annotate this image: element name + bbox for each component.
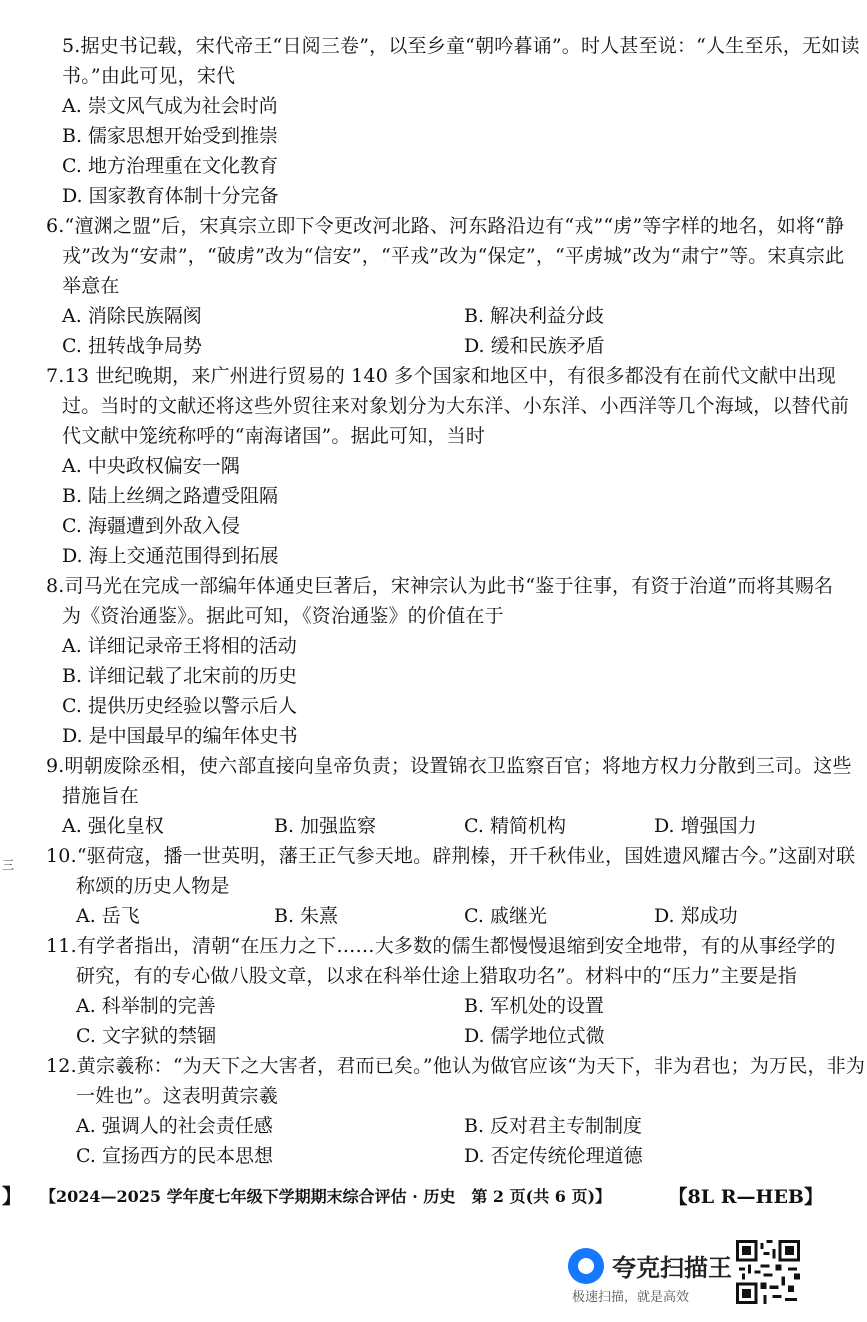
q6-option-d: D. 缓和民族矛盾: [464, 335, 605, 357]
footer-left-mark: 】: [2, 1184, 22, 1208]
q5-option-a: A. 崇文风气成为社会时尚: [62, 95, 278, 117]
q6-stem-line3: 举意在: [62, 275, 120, 297]
scanner-brand-name: 夸克扫描王: [612, 1254, 732, 1282]
q6-option-b: B. 解决利益分歧: [464, 305, 605, 327]
q9-option-d: D. 增强国力: [654, 815, 757, 837]
q8-option-d: D. 是中国最早的编年体史书: [62, 725, 298, 747]
q10-option-d: D. 郑成功: [654, 905, 738, 927]
q7-option-b: B. 陆上丝绸之路遭受阻隔: [62, 485, 279, 507]
q8-option-c: C. 提供历史经验以警示后人: [62, 695, 297, 717]
margin-mark: 三: [2, 858, 15, 872]
q12-option-b: B. 反对君主专制制度: [464, 1115, 643, 1137]
q12-option-a: A. 强调人的社会责任感: [76, 1115, 273, 1137]
q8-stem-line1: 8.司马光在完成一部编年体通史巨著后，宋神宗认为此书“鉴于往事，有资于治道”而将其赐名: [46, 575, 834, 597]
q12-stem-line2: 一姓也”。这表明黄宗羲: [76, 1085, 278, 1107]
q10-option-c: C. 戚继光: [464, 905, 547, 927]
q9-stem-line2: 措施旨在: [62, 785, 139, 807]
q11-option-c: C. 文字狱的禁锢: [76, 1025, 216, 1047]
q6-stem-line2: 戎”改为“安肃”，“破虏”改为“信安”，“平戎”改为“保定”，“平虏城”改为“肃宁”等。宋真宗此: [62, 245, 845, 267]
q7-option-a: A. 中央政权偏安一隅: [62, 455, 240, 477]
q9-option-a: A. 强化皇权: [62, 815, 164, 837]
q7-option-c: C. 海疆遭到外敌入侵: [62, 515, 240, 537]
q9-option-b: B. 加强监察: [274, 815, 377, 837]
q7-stem-line1: 7.13 世纪晚期，来广州进行贸易的 140 多个国家和地区中，有很多都没有在前代文献中出现: [46, 365, 836, 387]
q5-stem-line1: 5.据史书记载，宋代帝王“日阅三卷”，以至乡童“朝吟暮诵”。时人甚至说：“人生至乐，无如读: [62, 35, 860, 57]
footer-page-info: 【2024—2025 学年度七年级下学期期末综合评估 · 历史 第 2 页(共 6 页)】: [40, 1187, 612, 1206]
q10-stem-line1: 10.“驱荷寇，播一世英明，藩王正气参天地。辟荆榛，开千秋伟业，国姓遗风耀古今。”这副对联: [46, 845, 856, 867]
q5-option-d: D. 国家教育体制十分完备: [62, 185, 279, 207]
scanner-brand-slogan: 极速扫描，就是高效: [572, 1290, 690, 1305]
q5-stem-line2: 书。”由此可见，宋代: [62, 65, 236, 87]
q11-option-b: B. 军机处的设置: [464, 995, 605, 1017]
q8-stem-line2: 为《资治通鉴》。据此可知，《资治通鉴》的价值在于: [62, 605, 504, 627]
q11-stem-line2: 研究，有的专心做八股文章，以求在科举仕途上猎取功名”。材料中的“压力”主要是指: [76, 965, 797, 987]
q12-option-c: C. 宣扬西方的民本思想: [76, 1145, 273, 1167]
q8-option-a: A. 详细记录帝王将相的活动: [62, 635, 297, 657]
scanner-watermark: [568, 1238, 736, 1308]
q7-option-d: D. 海上交通范围得到拓展: [62, 545, 279, 567]
q11-option-d: D. 儒学地位式微: [464, 1025, 605, 1047]
q12-option-d: D. 否定传统伦理道德: [464, 1145, 643, 1167]
q11-stem-line1: 11.有学者指出，清朝“在压力之下……大多数的儒生都慢慢退缩到安全地带，有的从事经学的: [46, 935, 836, 957]
q9-stem-line1: 9.明朝废除丞相，使六部直接向皇帝负责；设置锦衣卫监察百官；将地方权力分散到三司。这些: [46, 755, 852, 777]
q7-stem-line2: 过。当时的文献还将这些外贸往来对象划分为大东洋、小东洋、小西洋等几个海域，以替代前: [62, 395, 850, 417]
q6-option-c: C. 扭转战争局势: [62, 335, 202, 357]
q6-option-a: A. 消除民族隔阂: [62, 305, 202, 327]
q10-option-b: B. 朱熹: [274, 905, 339, 927]
q5-option-c: C. 地方治理重在文化教育: [62, 155, 278, 177]
q10-stem-line2: 称颂的历史人物是: [76, 875, 230, 897]
q10-option-a: A. 岳飞: [76, 905, 140, 927]
footer-exam-code: 【8L R—HEB】: [668, 1186, 823, 1208]
qr-code-icon: [736, 1240, 800, 1304]
q5-option-b: B. 儒家思想开始受到推崇: [62, 125, 279, 147]
q8-option-b: B. 详细记载了北宋前的历史: [62, 665, 298, 687]
q6-stem-line1: 6.“澶渊之盟”后，宋真宗立即下令更改河北路、河东路沿边有“戎”“虏”等字样的地名，如将“静: [46, 215, 845, 237]
q7-stem-line3: 代文献中笼统称呼的“南海诸国”。据此可知，当时: [62, 425, 486, 447]
q9-option-c: C. 精简机构: [464, 815, 566, 837]
q11-option-a: A. 科举制的完善: [76, 995, 216, 1017]
q12-stem-line1: 12.黄宗羲称：“为天下之大害者，君而已矣。”他认为做官应该“为天下，非为君也；为万民，非为: [46, 1055, 866, 1077]
scanner-logo-icon: [568, 1248, 604, 1284]
